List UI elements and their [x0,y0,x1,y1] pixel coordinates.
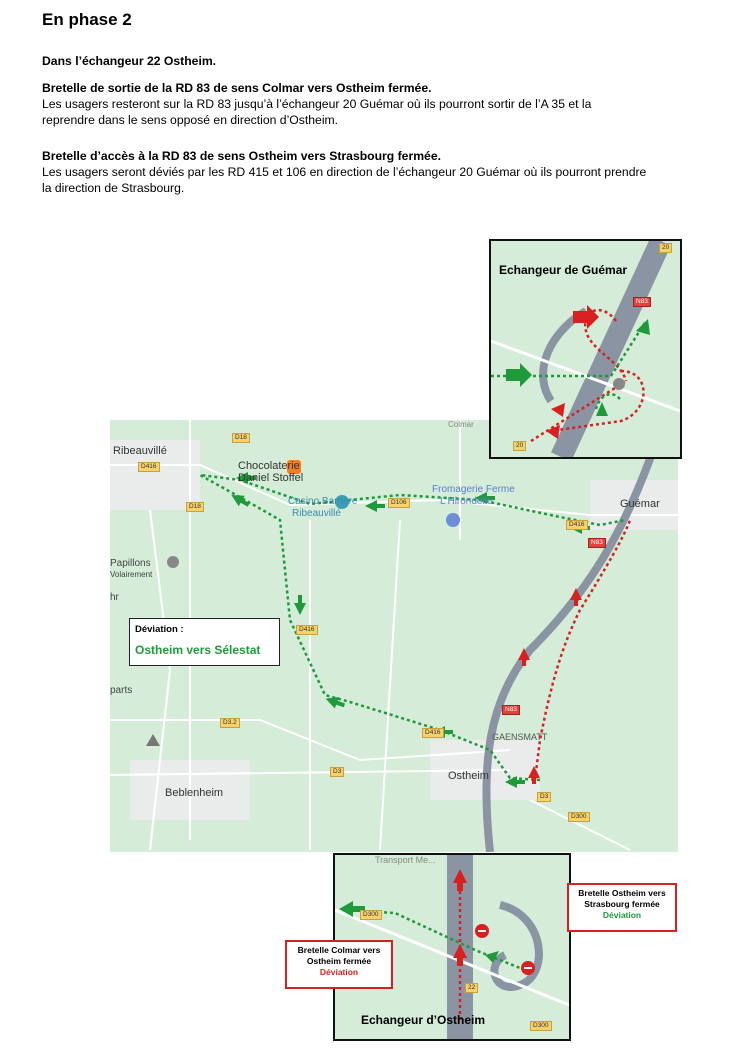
inset-title: Echangeur d’Ostheim [361,1013,486,1027]
road-badge: 20 [513,441,526,451]
arrow-icon [596,402,608,416]
poi-butterfly-icon [167,556,179,568]
road-badge: D300 [568,812,590,822]
inset-guemar [489,239,682,459]
arrow-icon [636,319,650,335]
place-label: Colmar [448,420,474,429]
callout-ostheim-strasbourg [567,883,677,932]
callout-line: Strasbourg fermée [584,899,660,909]
road-badge: D3.2 [220,718,240,728]
road-badge: N83 [588,538,606,548]
deviation-label: Déviation : [135,624,184,635]
paragraph-heading: Bretelle de sortie de la RD 83 de sens Colmar vers Ostheim fermée. [42,81,432,95]
road-badge: D416 [422,728,444,738]
road-badge: 20 [659,243,672,253]
road-badge: D3 [330,767,344,777]
paragraph-line: Les usagers resteront sur la RD 83 jusqu’à l’échangeur 20 Guémar où ils pourront sortir de l’A 35 et la [42,97,592,111]
place-label: Papillons [110,558,151,569]
callout-line: Bretelle Ostheim vers [578,888,666,898]
road-badge: D416 [138,462,160,472]
deviation-route-name: Ostheim vers Sélestat [135,643,261,657]
road-badge: D18 [232,433,250,443]
road-badge: D416 [566,520,588,530]
place-label: Ribeauvillé [292,508,341,519]
paragraph-line: Les usagers seront déviés par les RD 415 et 106 en direction de l’échangeur 20 Guémar où ils pourront prendre [42,165,647,179]
callout-status: Déviation [319,967,359,977]
closure-route [535,520,630,780]
place-label: Ostheim [448,770,489,782]
place-label: GAENSMATT [492,732,548,742]
paragraph-heading: Bretelle d’accès à la RD 83 de sens Ostheim vers Strasbourg fermée. [42,149,441,163]
place-label: Casino Barrière [288,496,358,507]
place-label: L'Hirondelle [440,496,493,507]
road-badge: D3 [537,792,551,802]
road-badge: D18 [186,502,204,512]
inset-title: Echangeur de Guémar [499,263,628,277]
poi-warning-icon [146,734,160,746]
place-label: Chocolaterie [238,460,300,472]
paragraph-line: reprendre dans le sens opposé en direction d’Ostheim. [42,113,339,127]
paragraph-access-closure [42,148,646,196]
place-label: Fromagerie Ferme [432,484,515,495]
section-heading: Dans l’échangeur 22 Ostheim. [42,54,217,68]
place-label: Ribeauvillé [113,445,167,457]
road-badge: 22 [465,983,478,993]
arrow-icon [294,595,306,615]
callout-line: Bretelle Colmar vers [297,945,381,955]
poi-farm-icon [446,513,460,527]
place-label: parts [110,685,133,696]
arrow-icon [506,363,532,387]
paragraph-line: la direction de Strasbourg. [42,181,185,195]
page-title: En phase 2 [42,10,132,29]
deviation-legend [129,618,280,666]
road-badge: D106 [388,498,410,508]
callout-status: Déviation [602,910,642,920]
place-label: Daniel Stoffel [238,472,304,484]
place-label: Guémar [620,498,660,510]
callout-colmar-ostheim [285,940,393,989]
paragraph-exit-closure [42,80,591,128]
road-badge: N83 [633,297,651,307]
arrow-icon [228,490,251,510]
place-label: Beblenheim [165,787,224,799]
arrow-icon [551,403,565,417]
callout-line: Ostheim fermée [306,956,372,966]
road-badge: N83 [502,705,520,715]
road-badge: D300 [530,1021,552,1031]
place-label: Transport Me... [375,855,436,865]
place-label: Volairement [110,570,153,579]
place-label: hr [110,592,119,603]
pin-icon [613,378,625,390]
road-badge: D416 [296,625,318,635]
road-badge: D300 [360,910,382,920]
